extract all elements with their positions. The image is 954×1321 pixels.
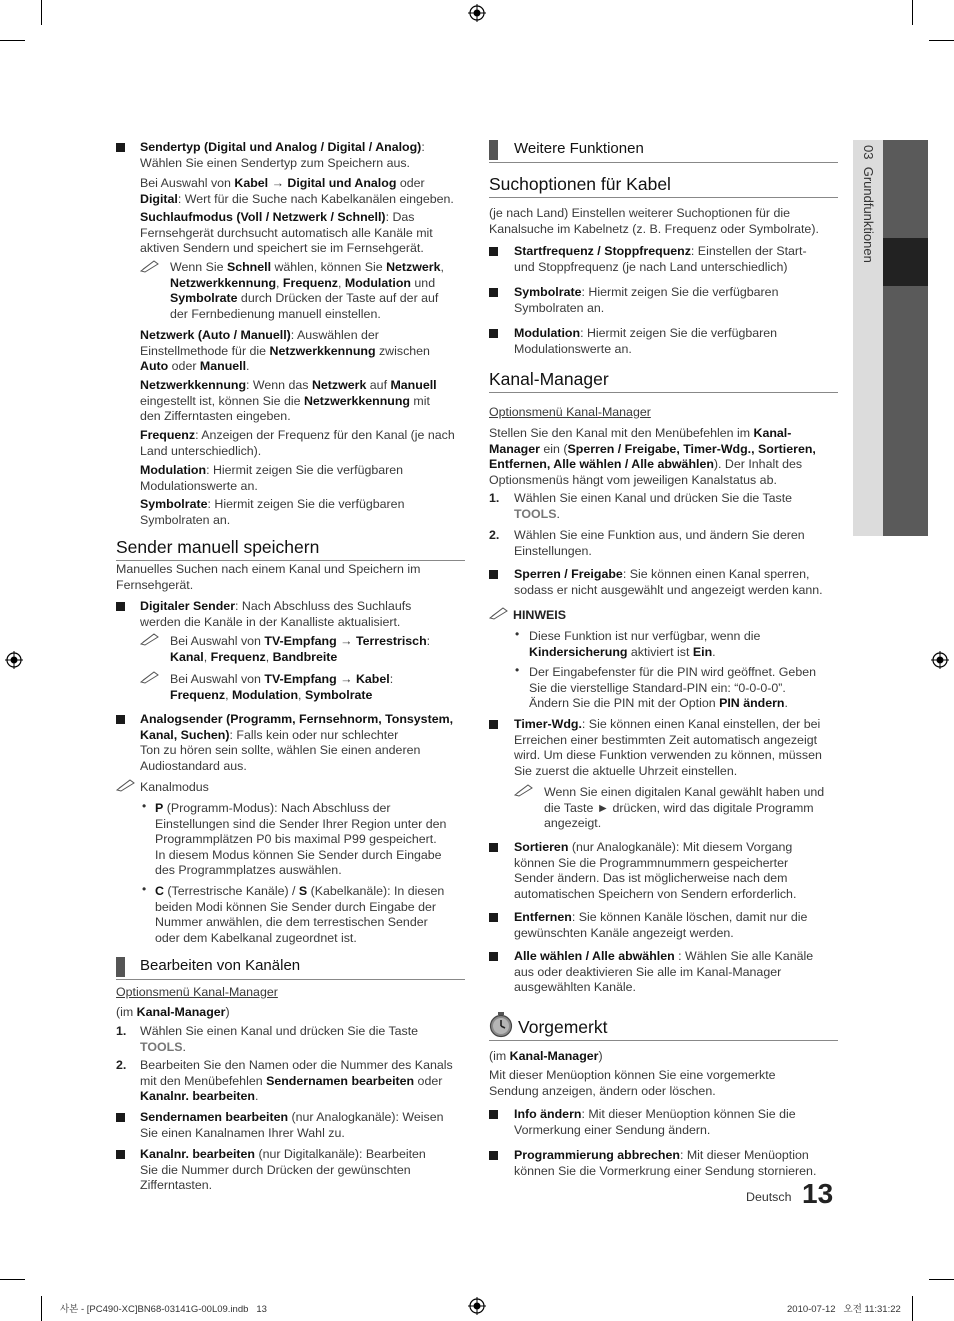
manuell-intro: Manuelles Suchen nach einem Kanal und Speichern im Fernsehgerät.	[116, 562, 421, 592]
heading-rule	[116, 560, 465, 561]
side-tab-dark	[883, 140, 928, 536]
registration-mark-icon	[468, 1297, 486, 1315]
step-number: 2.	[116, 1058, 127, 1072]
footer-filename: 사본 - [PC490-XC]BN68-03141G-00L09.indb 13	[60, 1304, 267, 1315]
bullet-square	[489, 570, 498, 579]
vm-intro: Mit dieser Menüoption können Sie eine vorgemerkte Sendung anzeigen, ändern oder löschen.	[489, 1068, 776, 1098]
crop-mark	[912, 1296, 913, 1321]
note-pencil-icon	[489, 606, 509, 620]
crop-mark	[41, 1296, 42, 1321]
hinweis-label: HINWEIS	[513, 608, 567, 622]
note-pencil-icon	[514, 783, 534, 797]
sendertyp-text: Sendertyp (Digital und Analog / Digital / Analog): Wählen Sie einen Sendertyp zum Speichern aus.	[140, 140, 425, 170]
note-pencil-icon	[140, 632, 160, 646]
bullet-square	[489, 843, 498, 852]
note-pencil-icon	[140, 670, 160, 684]
step-1-text: Wählen Sie einen Kanal und drücken Sie die Taste TOOLS.	[140, 1024, 419, 1054]
km-step-2: Wählen Sie eine Funktion aus, und ändern Sie deren Einstellungen.	[514, 528, 805, 558]
crop-mark	[929, 1279, 954, 1280]
crop-mark	[929, 40, 954, 41]
heading-rule	[489, 392, 838, 393]
c-modus-text: C (Terrestrische Kanäle) / S (Kabelkanäle): In diesen beiden Modi können Sie Sender durch Eingabe der Nummer anwählen, die dem terrestischen Sender oder dem Kabelkanal zugeordnet ist.	[155, 884, 445, 945]
kanalmodus-label: Kanalmodus	[140, 780, 209, 794]
vm-im-kanal-manager: (im Kanal-Manager)	[489, 1049, 603, 1063]
bullet-square	[489, 1110, 498, 1119]
digitaler-sender-text: Digitaler Sender: Nach Abschluss des Suchlaufs werden die Kanäle in der Kanalliste aktualisiert.	[140, 599, 412, 629]
bullet-square	[489, 288, 498, 297]
footer-language: Deutsch	[746, 1190, 792, 1204]
symbolrate-text: Symbolrate: Hiermit zeigen Sie die verfügbaren Symbolraten an.	[140, 497, 405, 527]
heading-bearbeiten: Bearbeiten von Kanälen	[140, 957, 301, 974]
sperren-text: Sperren / Freigabe: Sie können einen Kanal sperren, sodass er nicht ausgewählt und angezeigt werden kann.	[514, 567, 823, 597]
timer-note: Wenn Sie einen digitalen Kanal gewählt haben und die Taste ► drücken, wird das digitale Programm angezeigt.	[544, 785, 825, 831]
step-2-text: Bearbeiten Sie den Namen oder die Nummer des Kanals mit den Menübefehlen Sendernamen bearbeiten oder Kanalnr. bearbeiten.	[140, 1058, 453, 1104]
hinweis-2: Der Eingabefenster für die PIN wird geöffnet. Geben Sie die vierstellige Standard-PIN ein: “0-0-0-0”. Ändern Sie die PIN mit der Option PIN ändern.	[529, 665, 816, 711]
optionsmenu-label: Optionsmenü Kanal-Manager	[116, 985, 278, 999]
registration-mark-icon	[468, 4, 486, 22]
p-modus-text: P (Programm-Modus): Nach Abschluss der Einstellungen sind die Sender Ihrer Region unter den Programmplätzen P0 bis maximal P99 gespeichert. In diesem Modus können Sie Sender durch Eingabe des Programmplatzes auswählen.	[155, 801, 447, 878]
section-bar	[116, 957, 125, 977]
modulation-text: Modulation: Hiermit zeigen Sie die verfügbaren Modulationswerte an.	[140, 463, 404, 493]
optionsmenu-label: Optionsmenü Kanal-Manager	[489, 405, 651, 419]
side-tab-label: 03 Grundfunktionen	[861, 145, 876, 263]
modulation-text: Modulation: Hiermit zeigen Sie die verfügbaren Modulationswerte an.	[514, 326, 778, 356]
registration-mark-icon	[5, 651, 23, 669]
bullet-square	[489, 1151, 498, 1160]
page-number: 13	[802, 1178, 834, 1209]
km-step-1: Wählen Sie einen Kanal und drücken Sie die Taste TOOLS.	[514, 491, 793, 521]
side-tab-marker	[883, 238, 928, 286]
bullet-square	[489, 247, 498, 256]
info-aendern-text: Info ändern: Mit dieser Menüoption können Sie die Vormerkung einer Sendung ändern.	[514, 1107, 796, 1137]
heading-weitere: Weitere Funktionen	[514, 140, 644, 157]
bullet-dot: •	[515, 663, 520, 677]
bullet-square	[489, 913, 498, 922]
crop-mark	[41, 0, 42, 25]
footer-timestamp: 2010-07-12 오전 11:31:22	[787, 1304, 901, 1315]
crop-mark	[0, 1279, 25, 1280]
bullet-square	[489, 720, 498, 729]
bullet-dot: •	[515, 627, 520, 641]
note-terrestrisch: Bei Auswahl von TV-Empfang → Terrestrisch: Kanal, Frequenz, Bandbreite	[170, 634, 431, 664]
bullet-square	[489, 952, 498, 961]
heading-rule	[489, 162, 838, 163]
netzwerk-text: Netzwerk (Auto / Manuell): Auswählen der Einstellmethode für die Netzwerkkennung zwischen Auto oder Manuell.	[140, 328, 430, 374]
heading-sender-manuell: Sender manuell speichern	[116, 537, 320, 557]
im-kanal-manager: (im Kanal-Manager)	[116, 1005, 230, 1019]
heading-rule	[116, 979, 465, 980]
step-number: 2.	[489, 528, 500, 542]
km-intro: Stellen Sie den Kanal mit den Menübefehlen im Kanal- Manager ein (Sperren / Freigabe, Timer-Wdg., Sortieren, Entfernen, Alle wählen / Alle abwählen). Der Inhalt des Optionsmenüs hängt vom jeweiligen Kanalstatus ab.	[489, 426, 816, 487]
crop-mark	[912, 0, 913, 25]
note-kabel: Bei Auswahl von TV-Empfang → Kabel: Frequenz, Modulation, Symbolrate	[170, 672, 394, 702]
heading-vorgemerkt: Vorgemerkt	[518, 1017, 608, 1037]
suchlauf-text: Suchlaufmodus (Voll / Netzwerk / Schnell): Das Fernsehgerät durchsucht automatisch alle Kanäle mit aktiven Sendern und speichert sie im Fernsehgerät.	[140, 210, 433, 256]
kanalnr-text: Kanalnr. bearbeiten (nur Digitalkanäle): Bearbeiten Sie die Nummer durch Drücken der gewünschten Zifferntasten.	[140, 1147, 426, 1193]
entfernen-text: Entfernen: Sie können Kanäle löschen, damit nur die gewünschten Kanäle angezeigt werden.	[514, 910, 808, 940]
hinweis-1: Diese Funktion ist nur verfügbar, wenn die Kindersicherung aktiviert ist Ein.	[529, 629, 761, 659]
symbolrate-text: Symbolrate: Hiermit zeigen Sie die verfügbaren Symbolraten an.	[514, 285, 779, 315]
programmierung-text: Programmierung abbrechen: Mit dieser Menüoption können Sie die Vormerkrung einer Sendung stornieren.	[514, 1148, 817, 1178]
bullet-square	[116, 143, 125, 152]
step-number: 1.	[489, 491, 500, 505]
bullet-square	[116, 1113, 125, 1122]
note-pencil-icon	[140, 259, 160, 273]
such-intro: (je nach Land) Einstellen weiterer Suchoptionen für die Kanalsuche im Kabelnetz (z. B. Frequenz oder Symbolrate).	[489, 206, 819, 236]
registration-mark-icon	[931, 651, 949, 669]
bullet-square	[116, 602, 125, 611]
note-schnell: Wenn Sie Schnell wählen, können Sie Netzwerk, Netzwerkkennung, Frequenz, Modulation und Symbolrate durch Drücken der Taste auf der auf der Fernbedienung manuell einstellen.	[170, 260, 444, 321]
sendernamen-text: Sendernamen bearbeiten (nur Analogkanäle): Weisen Sie einen Kanalnamen Ihrer Wahl zu.	[140, 1110, 444, 1140]
alle-waehlen-text: Alle wählen / Alle abwählen : Wählen Sie alle Kanäle aus oder deaktivieren Sie alle im Kanal-Manager ausgewählten Kanäle.	[514, 949, 814, 995]
note-pencil-icon	[116, 778, 136, 792]
bullet-square	[489, 329, 498, 338]
bullet-dot: •	[142, 882, 147, 896]
sortieren-text: Sortieren (nur Analogkanäle): Mit diesem Vorgang können Sie die Programmnummern gespeicherter Sender ändern. Das ist möglicherweise nach dem automatischen Speichern von Sendern erforderlich.	[514, 840, 797, 901]
netzwerkkennung-text: Netzwerkkennung: Wenn das Netzwerk auf Manuell eingestellt ist, können Sie die Netzwerkkennung mit den Zifferntasten eingeben.	[140, 378, 437, 424]
heading-kanal-manager: Kanal-Manager	[489, 369, 609, 389]
analogsender-text: Analogsender (Programm, Fernsehnorm, Tonsystem, Kanal, Suchen): Falls kein oder nur schlechter Ton zu hören sein sollte, wählen Sie einen anderen Audiostandard aus.	[140, 712, 454, 773]
bullet-square	[116, 715, 125, 724]
heading-rule	[489, 197, 838, 198]
crop-mark	[0, 40, 25, 41]
heading-suchoptionen: Suchoptionen für Kabel	[489, 174, 671, 194]
timer-icon	[489, 1012, 513, 1038]
bullet-square	[116, 1150, 125, 1159]
step-number: 1.	[116, 1024, 127, 1038]
section-bar	[489, 140, 498, 160]
timer-text: Timer-Wdg.: Sie können einen Kanal einstellen, der bei Erreichen einer bestimmten Zeit automatisch angezeigt wird. Um diese Funktion verwenden zu können, müssen Sie zuerst die aktuelle Uhrzeit einstellen.	[514, 717, 822, 778]
heading-rule	[489, 1040, 838, 1041]
startfrequenz-text: Startfrequenz / Stoppfrequenz: Einstellen der Start- und Stoppfrequenz (je nach Land unterschiedlich)	[514, 244, 807, 274]
kabel-text: Bei Auswahl von Kabel → Digital und Analog oder Digital: Wert für die Suche nach Kabelkanälen eingeben.	[140, 176, 454, 206]
frequenz-text: Frequenz: Anzeigen der Frequenz für den Kanal (je nach Land unterschiedlich).	[140, 428, 455, 458]
bullet-dot: •	[142, 799, 147, 813]
